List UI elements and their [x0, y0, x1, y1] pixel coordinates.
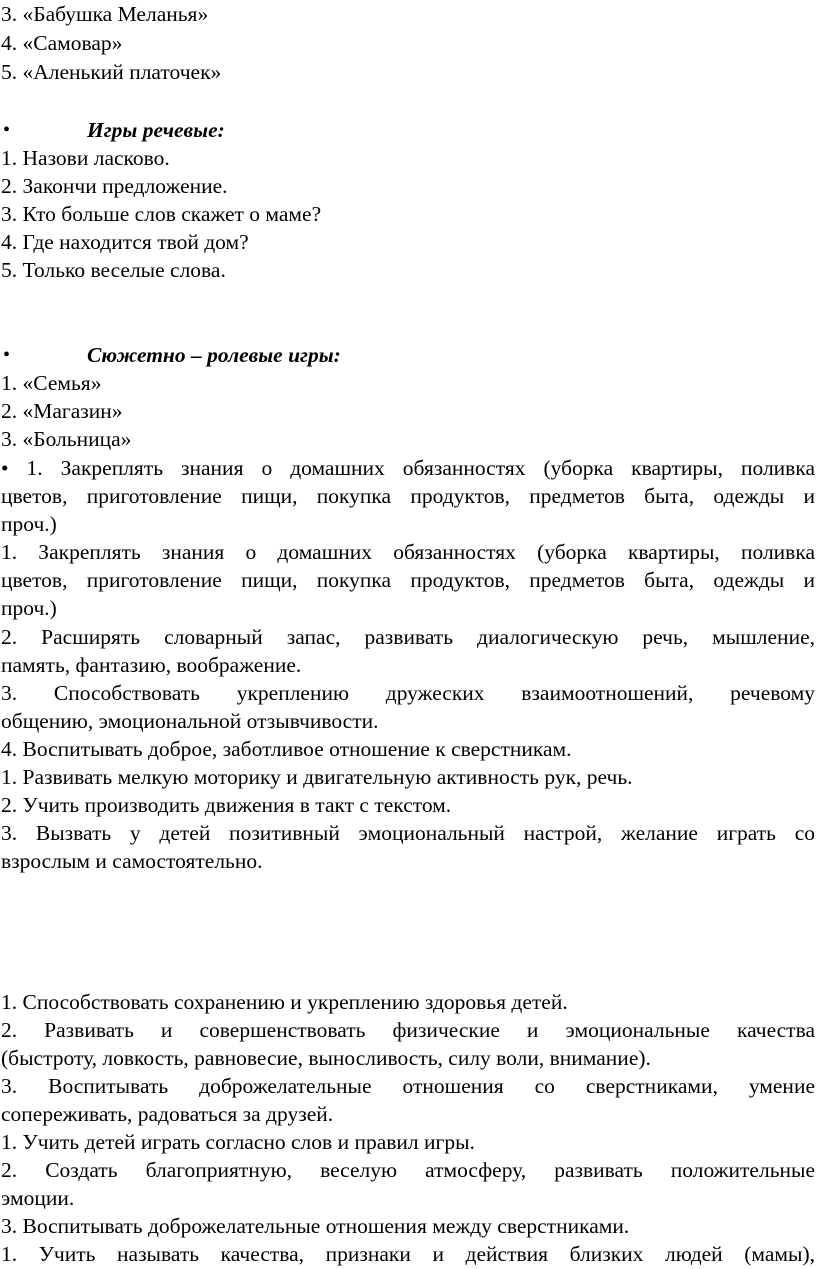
paragraph-line: 3. Воспитывать доброжелательные отношения со сверстниками, умение — [1, 1074, 815, 1098]
paragraph-line: 1. Учить детей играть согласно слов и правил игры. — [1, 1130, 475, 1154]
paragraph-line: 2. Расширять словарный запас, развивать диалогическую речь, мышление, — [1, 625, 815, 649]
paragraph-line: 3. Вызвать у детей позитивный эмоциональный настрой, желание играть со — [1, 821, 815, 845]
paragraph-line: 2. Учить производить движения в такт с текстом. — [1, 793, 452, 817]
list-item: 2. Закончи предложение. — [1, 174, 228, 198]
paragraph-line: сопереживать, радоваться за друзей. — [1, 1102, 334, 1126]
paragraph-line: 1. Учить называть качества, признаки и действия близких людей (мамы), — [1, 1242, 815, 1266]
paragraph-line: • 1. Закреплять знания о домашних обязанностях (уборка квартиры, поливка — [1, 456, 815, 480]
paragraph-line: 4. Воспитывать доброе, заботливое отношение к сверстникам. — [1, 737, 572, 761]
paragraph-line: общению, эмоциональной отзывчивости. — [1, 709, 379, 733]
paragraph-line: память, фантазию, воображение. — [1, 653, 302, 677]
list-item: 4. Где находится твой дом? — [1, 230, 249, 254]
paragraph-line: 3. Способствовать укреплению дружеских взаимоотношений, речевому — [1, 681, 815, 705]
paragraph-line: цветов, приготовление пищи, покупка продуктов, предметов быта, одежды и — [1, 484, 815, 508]
paragraph-line: эмоции. — [1, 1186, 75, 1210]
paragraph-line: проч.) — [1, 596, 57, 620]
paragraph-line: 2. Создать благоприятную, веселую атмосферу, развивать положительные — [1, 1158, 815, 1182]
paragraph-line: 1. Способствовать сохранению и укреплению здоровья детей. — [1, 990, 568, 1014]
list-item: 1. Назови ласково. — [1, 146, 170, 170]
list-item: 2. «Магазин» — [1, 399, 123, 423]
bullet-icon: • — [3, 344, 11, 366]
section-heading-role-games: Сюжетно – ролевые игры: — [87, 343, 341, 367]
paragraph-line: 1. Развивать мелкую моторику и двигательную активность рук, речь. — [1, 765, 633, 789]
list-item: 4. «Самовар» — [1, 31, 123, 55]
list-item: 5. «Аленький платочек» — [1, 60, 222, 84]
paragraph-line: 3. Воспитывать доброжелательные отношения между сверстниками. — [1, 1214, 630, 1238]
paragraph-line: взрослым и самостоятельно. — [1, 849, 263, 873]
paragraph-line: 1. Закреплять знания о домашних обязанностях (уборка квартиры, поливка — [1, 540, 815, 564]
paragraph-line: цветов, приготовление пищи, покупка продуктов, предметов быта, одежды и — [1, 568, 815, 592]
paragraph-line: 2. Развивать и совершенствовать физические и эмоциональные качества — [1, 1018, 815, 1042]
section-heading-speech-games: Игры речевые: — [87, 118, 225, 142]
list-item: 3. «Больница» — [1, 427, 132, 451]
list-item: 3. «Бабушка Меланья» — [1, 2, 209, 26]
paragraph-line: проч.) — [1, 512, 57, 536]
bullet-icon: • — [3, 119, 11, 141]
list-item: 1. «Семья» — [1, 371, 102, 395]
paragraph-line: (быстроту, ловкость, равновесие, выносливость, силу воли, внимание). — [1, 1046, 651, 1070]
list-item: 5. Только веселые слова. — [1, 258, 226, 282]
list-item: 3. Кто больше слов скажет о маме? — [1, 202, 322, 226]
